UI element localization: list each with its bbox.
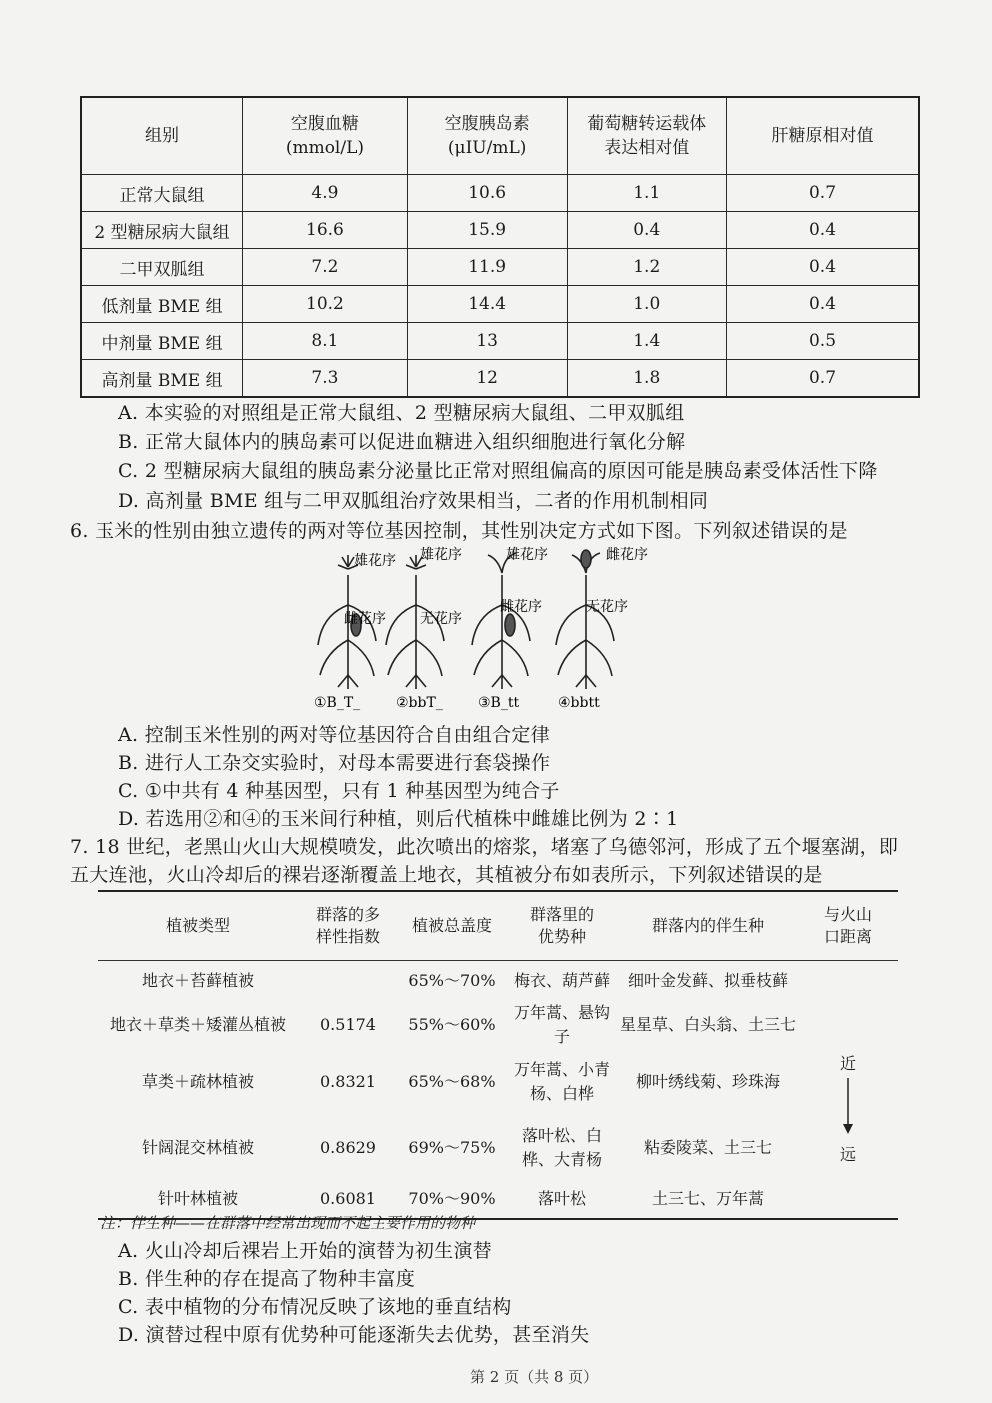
distance-cell xyxy=(798,961,898,1219)
table-cell: 中剂量 BME 组 xyxy=(81,323,243,360)
table-cell: 8.1 xyxy=(243,323,408,360)
q6-option-a: A. 控制玉米性别的两对等位基因符合自由组合定律 xyxy=(118,724,551,746)
header-cell-text: 群落的多 样性指数 xyxy=(315,905,380,946)
genotype-label-4: ④bbtt xyxy=(558,695,600,711)
vegetation-table-wrap xyxy=(98,890,898,1220)
q6-option-c: C. ①中共有 4 种基因型，只有 1 种基因型为纯合子 xyxy=(118,780,560,802)
table-cell: 1.8 xyxy=(567,360,727,398)
corn-plant-3 xyxy=(472,553,530,689)
table-cell: 万年蒿、悬钩子 xyxy=(513,1002,610,1046)
table-cell: 65%～68% xyxy=(408,1071,496,1091)
q6-option-d: D. 若选用②和④的玉米间行种植，则后代植株中雌雄比例为 2∶1 xyxy=(118,808,679,830)
table-cell: 正常大鼠组 xyxy=(81,175,243,212)
table-row xyxy=(81,175,919,212)
table-cell: 高剂量 BME 组 xyxy=(81,360,243,398)
corn-plant-4 xyxy=(556,550,614,689)
table-cell: 0.4 xyxy=(727,286,919,323)
table-cell: 65%～70% xyxy=(408,970,496,990)
q7-stem-line1: 7. 18 世纪，老黑山火山大规模喷发，此次喷出的熔浆，堵塞了乌德邻河，形成了五个堰塞湖，即 xyxy=(70,836,899,858)
header-cell-text: 葡萄糖转运载体 表达相对值 xyxy=(587,114,707,158)
table-cell: 粘委陵菜、土三七 xyxy=(643,1137,772,1157)
table-cell: 低剂量 BME 组 xyxy=(81,286,243,323)
table-row xyxy=(81,249,919,286)
header-cell-text: 空腹胰岛素 (μIU/mL) xyxy=(444,114,530,158)
table-cell: 0.4 xyxy=(727,212,919,249)
table-cell: 0.4 xyxy=(727,249,919,286)
table-cell: 0.4 xyxy=(567,212,727,249)
table-cell-text: 落叶松、白 桦、大青杨 xyxy=(521,1125,602,1169)
table-cell: 10.2 xyxy=(243,286,408,323)
q7-stem-line2: 五大连池，火山冷却后的裸岩逐渐覆盖上地衣，其植被分布如表所示，下列叙述错误的是 xyxy=(70,864,823,886)
table-cell: 0.8629 xyxy=(320,1137,376,1157)
table-row xyxy=(98,1049,898,1115)
q7-option-a: A. 火山冷却后裸岩上开始的演替为初生演替 xyxy=(118,1240,493,1262)
plant3-top-label: 雄花序 xyxy=(506,547,548,563)
distance-near-label: 近 xyxy=(839,1053,856,1073)
genotype-label-2: ②bbT_ xyxy=(396,695,443,711)
plant2-mid-label: 无花序 xyxy=(420,611,462,627)
plant1-mid-label: 雌花序 xyxy=(344,611,386,627)
table-cell: 10.6 xyxy=(407,175,567,212)
table-cell: 12 xyxy=(407,360,567,398)
q7-option-d: D. 演替过程中原有优势种可能逐渐失去优势，甚至消失 xyxy=(118,1324,590,1346)
header-cell: 群落内的伴生种 xyxy=(618,891,798,961)
header-cell-text: 群落里的 优势种 xyxy=(529,905,594,946)
table-row xyxy=(81,323,919,360)
table-cell: 11.9 xyxy=(407,249,567,286)
q6-stem: 6. 玉米的性别由独立遗传的两对等位基因控制，其性别决定方式如下图。下列叙述错误的是 xyxy=(70,520,848,542)
table-cell: 梅衣、葫芦藓 xyxy=(513,970,610,990)
distance-arrow-icon xyxy=(838,1076,858,1136)
diabetes-experiment-table xyxy=(80,96,920,398)
header-cell xyxy=(298,891,398,961)
table-cell: 草类＋疏林植被 xyxy=(141,1071,254,1091)
table-cell: 16.6 xyxy=(243,212,408,249)
plant3-mid-label: 雌花序 xyxy=(500,599,542,615)
q5-option-d: D. 高剂量 BME 组与二甲双胍组治疗效果相当，二者的作用机制相同 xyxy=(118,490,709,512)
header-cell: 植被类型 xyxy=(98,891,298,961)
table-cell: 2 型糖尿病大鼠组 xyxy=(81,212,243,249)
table-note: 注：伴生种——在群落中经常出现而不起主要作用的物种 xyxy=(100,1214,476,1232)
header-cell-text: 空腹血糖 (mmol/L) xyxy=(285,114,365,158)
table-cell: 0.7 xyxy=(727,175,919,212)
plant4-top-label: 雌花序 xyxy=(606,547,648,563)
table-header-row xyxy=(81,97,919,175)
table-header-row xyxy=(98,891,898,961)
header-cell: 植被总盖度 xyxy=(398,891,506,961)
table-cell: 55%～60% xyxy=(408,1014,496,1034)
table-row xyxy=(81,360,919,398)
q6-option-b: B. 进行人工杂交实验时，对母本需要进行套袋操作 xyxy=(118,752,551,774)
table-cell: 0.6081 xyxy=(320,1189,376,1208)
distance-far-label: 远 xyxy=(839,1144,856,1164)
header-cell xyxy=(798,891,898,961)
table-cell: 70%～90% xyxy=(408,1189,496,1208)
table-cell: 14.4 xyxy=(407,286,567,323)
table-cell: 落叶松 xyxy=(537,1189,586,1208)
table-cell: 1.0 xyxy=(567,286,727,323)
table-cell: 0.7 xyxy=(727,360,919,398)
table-cell: 细叶金发藓、拟垂枝藓 xyxy=(627,970,788,990)
table-cell: 柳叶绣线菊、珍珠海 xyxy=(635,1071,780,1091)
header-cell xyxy=(506,891,618,961)
genotype-label-3: ③B_tt xyxy=(478,695,520,711)
corn-sex-determination-figure xyxy=(296,545,716,715)
table-cell: 0.8321 xyxy=(320,1071,376,1091)
table-cell-text: 万年蒿、小青 杨、白桦 xyxy=(513,1059,610,1103)
table-row xyxy=(98,1115,898,1181)
table-cell: 针叶林植被 xyxy=(157,1189,238,1208)
q5-option-c: C. 2 型糖尿病大鼠组的胰岛素分泌量比正常对照组偏高的原因可能是胰岛素受体活性下降 xyxy=(118,460,878,482)
table-row xyxy=(81,212,919,249)
table-cell: 0.5174 xyxy=(320,1014,376,1034)
q7-option-c: C. 表中植物的分布情况反映了该地的垂直结构 xyxy=(118,1296,512,1318)
table-cell: 13 xyxy=(407,323,567,360)
vegetation-table xyxy=(98,890,898,1220)
table-row xyxy=(98,961,898,1001)
table-cell: 星星草、白头翁、土三七 xyxy=(620,1014,797,1034)
table-cell: 1.2 xyxy=(567,249,727,286)
q7-option-b: B. 伴生种的存在提高了物种丰富度 xyxy=(118,1268,416,1290)
table-row xyxy=(98,1001,898,1049)
table-cell: 1.4 xyxy=(567,323,727,360)
header-cell: 肝糖原相对值 xyxy=(727,97,919,175)
table-cell xyxy=(506,1115,618,1181)
table-row xyxy=(81,286,919,323)
table-cell: 针阔混交林植被 xyxy=(141,1137,254,1157)
table-cell: 1.1 xyxy=(567,175,727,212)
table-cell: 0.5 xyxy=(727,323,919,360)
table-cell: 4.9 xyxy=(243,175,408,212)
header-cell xyxy=(243,97,408,175)
plant1-top-label: 雄花序 xyxy=(354,553,396,569)
table-cell: 7.2 xyxy=(243,249,408,286)
plant2-top-label: 雄花序 xyxy=(420,547,462,563)
table-cell: 69%～75% xyxy=(408,1137,496,1157)
table-cell: 二甲双胍组 xyxy=(81,249,243,286)
table-cell: 土三七、万年蒿 xyxy=(651,1189,764,1208)
plant4-mid-label: 无花序 xyxy=(586,599,628,615)
genotype-label-1: ①B_T_ xyxy=(314,695,361,711)
header-cell xyxy=(567,97,727,175)
header-cell: 组别 xyxy=(81,97,243,175)
page-footer: 第 2 页（共 8 页） xyxy=(470,1368,599,1386)
table-cell xyxy=(506,1049,618,1115)
header-cell-text: 与火山 口距离 xyxy=(823,905,872,946)
table-cell: 7.3 xyxy=(243,360,408,398)
q5-option-b: B. 正常大鼠体内的胰岛素可以促进血糖进入组织细胞进行氧化分解 xyxy=(118,431,686,453)
table-cell: 地衣＋草类＋矮灌丛植被 xyxy=(109,1014,286,1034)
table-cell: 地衣＋苔藓植被 xyxy=(141,970,254,990)
q5-option-a: A. 本实验的对照组是正常大鼠组、2 型糖尿病大鼠组、二甲双胍组 xyxy=(118,402,685,424)
header-cell xyxy=(407,97,567,175)
table-cell: 15.9 xyxy=(407,212,567,249)
table-cell xyxy=(298,961,398,1001)
